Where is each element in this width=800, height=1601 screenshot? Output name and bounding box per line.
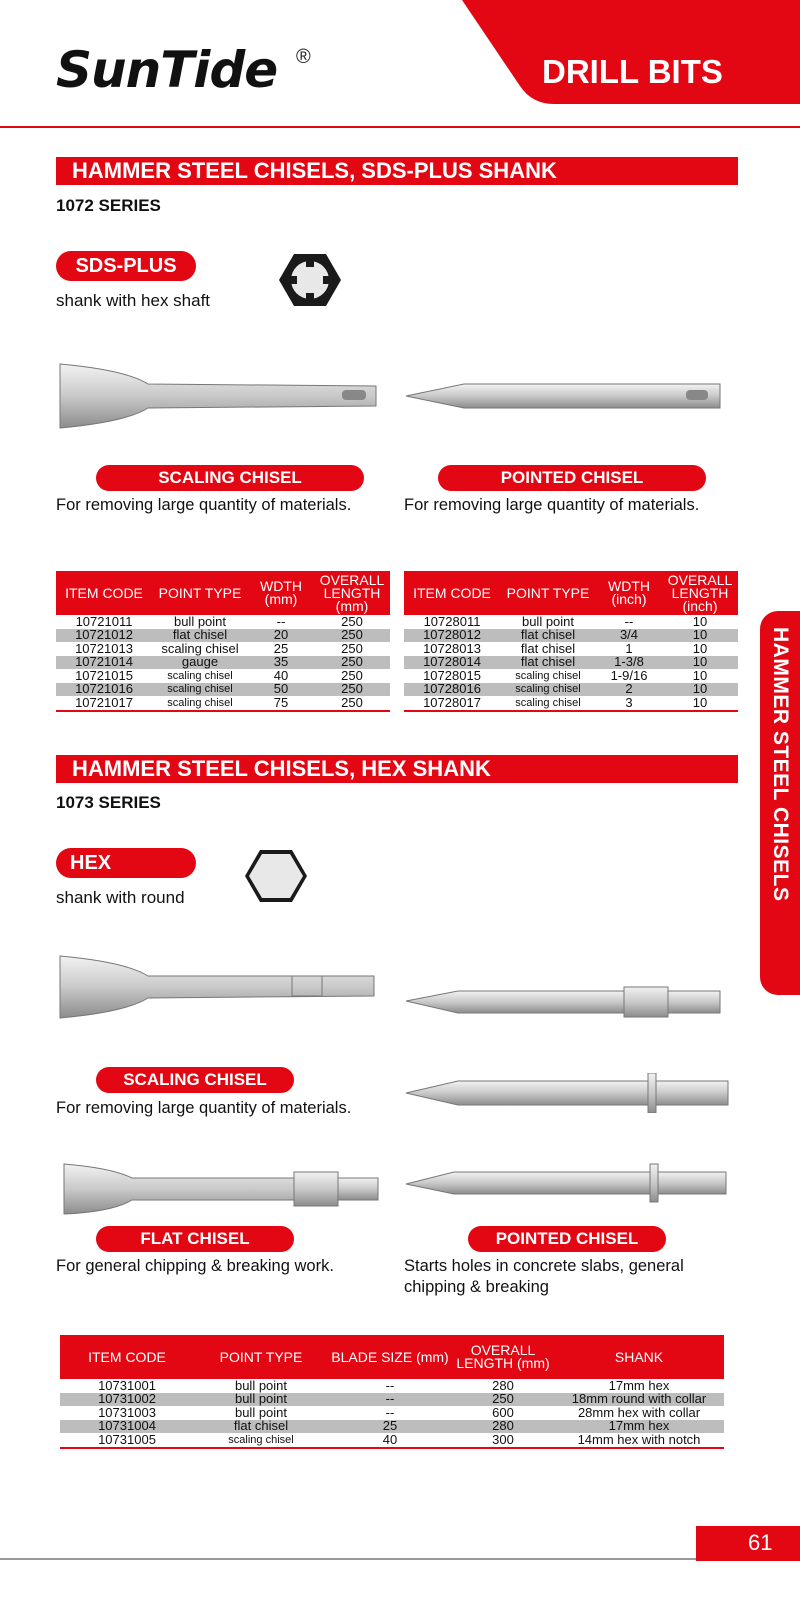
table-row	[60, 1433, 724, 1448]
table-row	[60, 1420, 724, 1434]
length: 600	[492, 1404, 514, 1420]
hex-pointed-chisel-label: POINTED CHISEL	[468, 1226, 666, 1252]
sds-pointed-chisel-image	[404, 376, 734, 416]
hex-pointed-chisel-image-2	[404, 1073, 730, 1113]
hex-flat-chisel-label: FLAT CHISEL	[96, 1226, 294, 1252]
table-row	[56, 696, 390, 711]
side-category-label: HAMMER STEEL CHISELS	[769, 627, 792, 902]
point-type: flat chisel	[194, 1420, 328, 1434]
length: 10	[692, 613, 708, 629]
shank: 14mm hex with notch	[554, 1433, 724, 1448]
table-row	[404, 696, 738, 711]
length: 280	[452, 1420, 554, 1434]
point-type: scaling chisel	[152, 683, 248, 697]
item-code: 10721011	[75, 613, 133, 629]
item-code: 10721017	[56, 696, 152, 711]
length: 10	[662, 696, 738, 711]
length: 300	[452, 1433, 554, 1448]
shank: 17mm hex	[554, 1420, 724, 1434]
sds-scaling-chisel-label: SCALING CHISEL	[96, 465, 364, 491]
page-number-box	[696, 1526, 800, 1561]
length: 250	[314, 696, 390, 711]
item-code: 10731003	[98, 1404, 156, 1420]
point-type: scaling chisel	[161, 640, 239, 656]
col-header-item-code: ITEM CODE	[404, 571, 500, 615]
col-header-point-type: POINT TYPE	[152, 571, 248, 615]
table-row	[56, 629, 390, 643]
point-type: scaling chisel	[500, 696, 596, 711]
col-header-width: WDTH (inch)	[596, 571, 662, 615]
section2-shank-desc: shank with round	[56, 888, 185, 907]
header-tab	[462, 0, 800, 104]
width: 1-9/16	[610, 667, 648, 683]
col-header-point-type: POINT TYPE	[500, 571, 596, 615]
table-row	[60, 1393, 724, 1407]
point-type: scaling chisel	[500, 683, 596, 697]
item-code: 10721013	[75, 640, 133, 656]
point-type: flat chisel	[500, 656, 596, 670]
length: 10	[662, 629, 738, 643]
registered-mark: ®	[296, 46, 311, 68]
page-number: 61	[748, 1530, 773, 1555]
table-row	[56, 683, 390, 697]
col-header-length: OVERALL LENGTH (mm)	[314, 571, 390, 615]
blade-size: --	[385, 1404, 395, 1420]
width: 40	[273, 667, 289, 683]
sds-scaling-chisel-desc: For removing large quantity of materials.	[56, 496, 352, 514]
item-code: 10728014	[404, 656, 500, 670]
section2-series: 1073 SERIES	[56, 793, 161, 812]
item-code: 10721016	[56, 683, 152, 697]
hex-pointed-chisel-image-3	[404, 1160, 730, 1206]
length: 10	[662, 656, 738, 670]
item-code: 10721014	[56, 656, 152, 670]
sds-spec-table-mm	[56, 571, 390, 712]
blade-size: --	[328, 1393, 452, 1407]
hex-spec-table	[60, 1335, 724, 1449]
section1-title: HAMMER STEEL CHISELS, SDS-PLUS SHANK	[56, 157, 738, 185]
width: 75	[248, 696, 314, 711]
hex-flat-chisel-image	[62, 1160, 382, 1220]
blade-size: 40	[328, 1433, 452, 1448]
length: 10	[692, 640, 708, 656]
width: 3	[596, 696, 662, 711]
length: 250	[314, 629, 390, 643]
sds-spec-table-inch	[404, 571, 738, 712]
item-code: 10728011	[423, 613, 481, 629]
col-header-shank: SHANK	[554, 1335, 724, 1379]
width: 1	[625, 640, 633, 656]
item-code: 10728012	[404, 629, 500, 643]
width: 35	[248, 656, 314, 670]
item-code: 10728017	[404, 696, 500, 711]
width: 3/4	[596, 629, 662, 643]
item-code: 10728013	[423, 640, 481, 656]
col-header-length: OVERALL LENGTH (mm)	[452, 1335, 554, 1379]
page-category-title: DRILL BITS	[542, 53, 723, 90]
point-type: bull point	[234, 1404, 288, 1420]
table-row	[56, 656, 390, 670]
col-header-length: OVERALL LENGTH (inch)	[662, 571, 738, 615]
item-code: 10731004	[60, 1420, 194, 1434]
width: 2	[596, 683, 662, 697]
col-header-width: WDTH (mm)	[248, 571, 314, 615]
hex-pointed-chisel-desc-line1: Starts holes in concrete slabs, general	[404, 1257, 684, 1275]
point-type: bull point	[173, 613, 227, 629]
blade-size: 25	[328, 1420, 452, 1434]
col-header-item-code: ITEM CODE	[60, 1335, 194, 1379]
length: 250	[341, 667, 363, 683]
hex-pointed-chisel-desc-line2: chipping & breaking	[404, 1278, 549, 1296]
length: 10	[692, 667, 708, 683]
shank: 18mm round with collar	[554, 1393, 724, 1407]
item-code: 10728015	[423, 667, 481, 683]
item-code: 10731005	[60, 1433, 194, 1448]
length: 250	[314, 656, 390, 670]
item-code: 10731002	[60, 1393, 194, 1407]
point-type: scaling chisel	[167, 669, 233, 682]
col-header-blade-size: BLADE SIZE (mm)	[328, 1335, 452, 1379]
item-code: 10728016	[404, 683, 500, 697]
sds-pointed-chisel-label: POINTED CHISEL	[438, 465, 706, 491]
side-category-tab	[760, 611, 800, 995]
item-code: 10721015	[75, 667, 133, 683]
hex-pointed-chisel-image-1	[404, 985, 724, 1019]
point-type: scaling chisel	[194, 1433, 328, 1448]
width: 50	[248, 683, 314, 697]
width: 1-3/8	[596, 656, 662, 670]
point-type: scaling chisel	[152, 696, 248, 711]
table-row	[404, 683, 738, 697]
col-header-point-type: POINT TYPE	[194, 1335, 328, 1379]
point-type: flat chisel	[520, 640, 576, 656]
length: 250	[341, 640, 363, 656]
sds-scaling-chisel-image	[56, 360, 386, 440]
section1-series: 1072 SERIES	[56, 196, 161, 215]
point-type: scaling chisel	[515, 669, 581, 682]
hex-shank-cross-section-icon	[244, 848, 308, 904]
length: 250	[341, 613, 363, 629]
blade-size: --	[385, 1377, 395, 1393]
brand-logo: SunTide	[56, 41, 278, 99]
hex-scaling-chisel-image	[56, 952, 376, 1028]
shank: 28mm hex with collar	[577, 1404, 701, 1420]
point-type: gauge	[152, 656, 248, 670]
width: --	[624, 613, 634, 629]
hex-scaling-chisel-label: SCALING CHISEL	[96, 1067, 294, 1093]
length: 280	[492, 1377, 514, 1393]
length: 250	[452, 1393, 554, 1407]
point-type: flat chisel	[152, 629, 248, 643]
point-type: bull point	[194, 1393, 328, 1407]
hex-flat-chisel-desc: For general chipping & breaking work.	[56, 1257, 334, 1275]
item-code: 10731001	[98, 1377, 156, 1393]
sds-pointed-chisel-desc: For removing large quantity of materials.	[404, 496, 700, 514]
point-type: bull point	[234, 1377, 288, 1393]
hex-scaling-chisel-desc: For removing large quantity of materials.	[56, 1099, 352, 1117]
width: 20	[248, 629, 314, 643]
item-code: 10721012	[56, 629, 152, 643]
table-row	[404, 656, 738, 670]
width: --	[276, 613, 286, 629]
header-divider	[0, 126, 800, 128]
sds-plus-shank-cross-section-icon	[278, 252, 342, 308]
section2-title: HAMMER STEEL CHISELS, HEX SHANK	[56, 755, 738, 783]
shank: 17mm hex	[608, 1377, 670, 1393]
length: 250	[314, 683, 390, 697]
section2-shank-badge: HEX	[56, 848, 196, 878]
col-header-item-code: ITEM CODE	[56, 571, 152, 615]
length: 10	[662, 683, 738, 697]
footer-divider	[0, 1558, 696, 1560]
point-type: flat chisel	[500, 629, 596, 643]
table-row	[404, 629, 738, 643]
section1-shank-desc: shank with hex shaft	[56, 291, 211, 310]
width: 25	[273, 640, 289, 656]
section1-shank-badge: SDS-PLUS	[56, 251, 196, 281]
point-type: bull point	[521, 613, 575, 629]
